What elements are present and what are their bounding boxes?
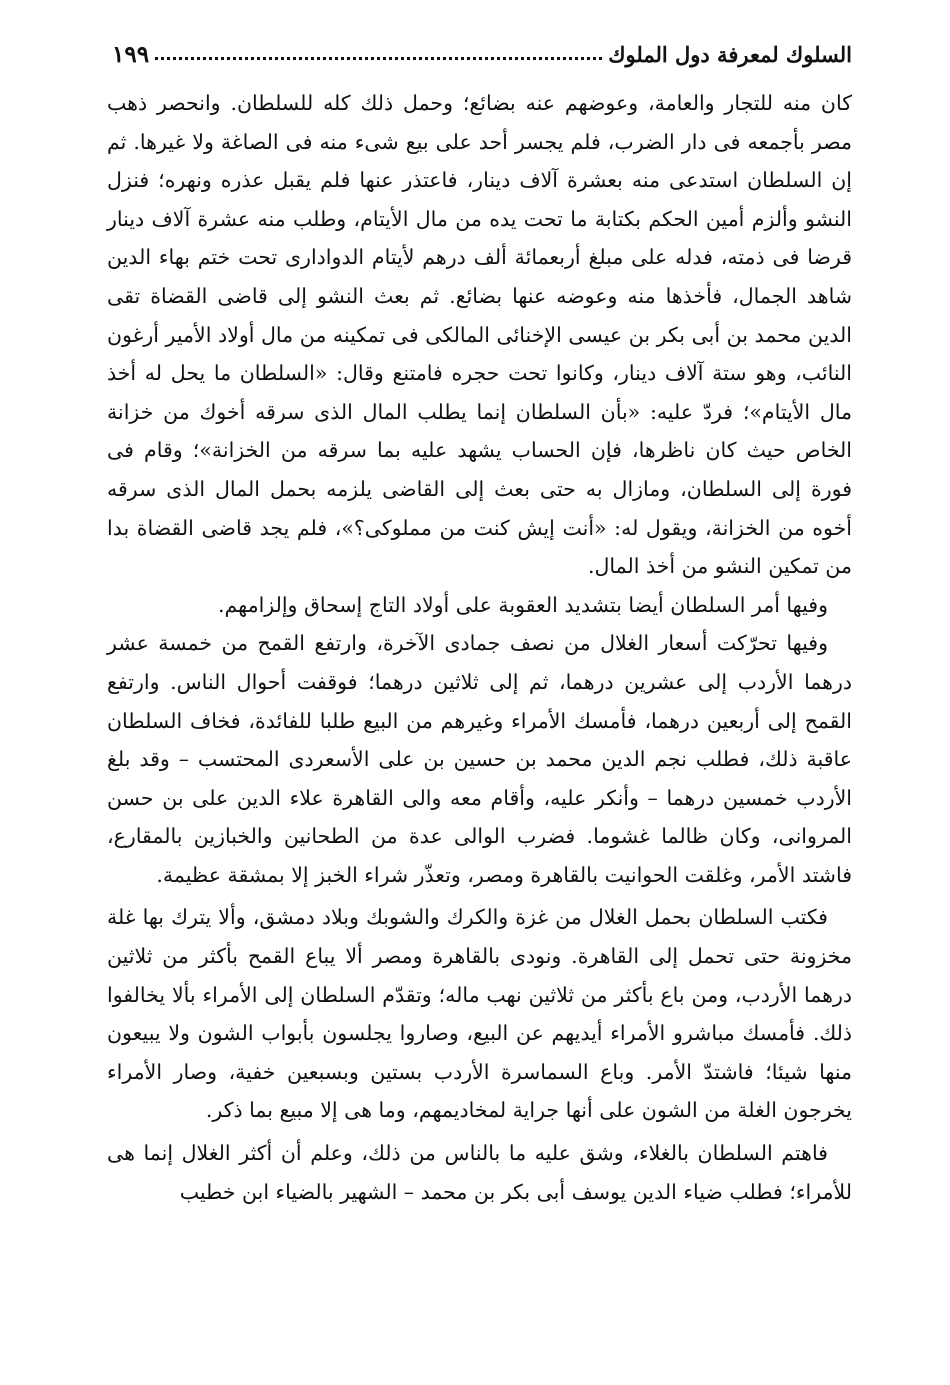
running-title: السلوك لمعرفة دول الملوك <box>608 41 852 67</box>
dotted-leader <box>155 57 602 60</box>
paragraph: كان منه للتجار والعامة، وعوضهم عنه بضائع؛ وحمل ذلك كله للسلطان. وانحصر ذهب مصر بأجمعه فى دار الضرب، فلم يجسر أحد على بيع شىء منه فى الصاغة ولا غيرها. ثم إن السلطان استدعى منه بعشرة آلاف دينار، فاعتذر عنها فلم يقبل عذره ونهره؛ فنزل النشو وألزم أمين الحكم بكتابة ما تحت يده من مال الأيتام، وطلب منه عشرة آلاف دينار قرضا فى ذمته، فدله على مبلغ أربعمائة ألف درهم لأيتام الدوادارى تحت ختم بهاء الدين شاهد الجمال، فأخذها منه وعوضه عنها بضائع. ثم بعث النشو إلى قاضى القضاة تقى الدين محمد بن أبى بكر بن عيسى الإخنائى المالكى فى تمكينه من مال أولاد الأمير أرغون النائب، وهو ستة آلاف دينار، وكانوا تحت حجره فامتنع وقال: «السلطان ما يحل له أخذ مال الأيتام»؛ فردّ عليه: «بأن السلطان إنما يطلب المال الذى سرقه أخوك من خزانة الخاص حيث كان ناظرها، فإن الحساب يشهد عليه بما سرقه من الخزانة»؛ وقام فى فورة إلى السلطان، ومازال به حتى بعث إلى القاضى يلزمه بحمل المال الذى سرقه أخوه من الخزانة، ويقول له: «أنت إيش كنت من مملوكى؟»، فلم يجد قاضى القضاة بدا من تمكين النشو من أخذ المال. <box>107 91 852 579</box>
running-header <box>112 34 852 74</box>
paragraph: فكتب السلطان بحمل الغلال من غزة والكرك والشوبك وبلاد دمشق، وألا يترك بها غلة مخزونة حتى تحمل إلى القاهرة. ونودى بالقاهرة ومصر ألا يباع القمح بأكثر من ثلاثين درهما الأردب، ومن باع بأكثر من ثلاثين نهب ماله؛ وتقدّم السلطان إلى الأمراء بألا يخالفوا ذلك. فأمسك مباشرو الأمراء أيديهم عن البيع، وصاروا يجلسون بأبواب الشون ولا يبيعون منها شيئا؛ فاشتدّ الأمر. وباع السماسرة الأردب بستين وبسبعين خفية، وصار الأمراء يخرجون الغلة من الشون على أنها جراية لمخاديمهم، وما هى إلا مبيع بما ذكر. <box>107 905 852 1123</box>
paragraph: وفيها أمر السلطان أيضا بتشديد العقوبة على أولاد التاج إسحاق وإلزامهم. <box>217 592 828 617</box>
paragraph: وفيها تحرّكت أسعار الغلال من نصف جمادى الآخرة، وارتفع القمح من خمسة عشر درهما الأردب إلى عشرين درهما، ثم إلى ثلاثين درهما؛ فوقفت أحوال الناس. وارتفع القمح إلى أربعين درهما، فأمسك الأمراء وغيرهم من البيع طلبا للفائدة، فخاف السلطان عاقبة ذلك، فطلب نجم الدين محمد بن حسين بن على الأسعردى المحتسب – وقد بلغ الأردب خمسين درهما – وأنكر عليه، وأقام معه والى القاهرة علاء الدين على بن حسن المروانى، وكان ظالما غشوما. فضرب الوالى عدة من الطحانين والخبازين بالمقارع، فاشتد الأمر، وغلقت الحوانيت بالقاهرة ومصر، وتعذّر شراء الخبز إلا بمشقة عظيمة. <box>107 631 852 887</box>
paragraph: فاهتم السلطان بالغلاء، وشق عليه ما بالناس من ذلك، وعلم أن أكثر الغلال إنما هى للأمراء؛ فطلب ضياء الدين يوسف أبى بكر بن محمد – الشهير بالضياء ابن خطيب <box>107 1141 852 1204</box>
page-number: ١٩٩ <box>112 40 150 68</box>
main-text <box>107 84 852 1211</box>
